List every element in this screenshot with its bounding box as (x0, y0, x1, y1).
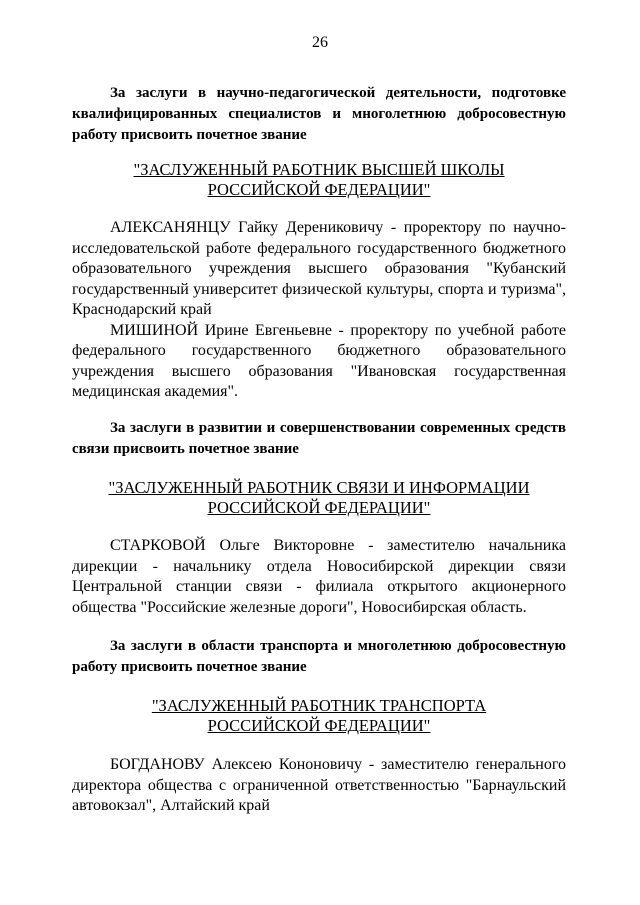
section-1-entry-2: МИШИНОЙ Ирине Евгеньевне - проректору по учебной работе федерального государственного бюджетного образовательного учреждения высшего образования "Ивановская государственная медицинская академия". (72, 321, 566, 400)
section-1-entries (72, 218, 566, 403)
section-2-title-line-1: "ЗАСЛУЖЕННЫЙ РАБОТНИК СВЯЗИ И ИНФОРМАЦИИ (108, 478, 530, 497)
section-3-title-line-1: "ЗАСЛУЖЕННЫЙ РАБОТНИК ТРАНСПОРТА (151, 696, 487, 715)
section-3-title-line-2: РОССИЙСКОЙ ФЕДЕРАЦИИ" (207, 716, 431, 735)
section-1-title-line-2: РОССИЙСКОЙ ФЕДЕРАЦИИ" (207, 180, 431, 199)
page-number: 26 (312, 34, 328, 51)
section-1-lead: За заслуги в научно-педагогической деятельности, подготовке квалифицированных специалистов и многолетнюю добросовестную работу присвоить почетное звание (72, 85, 566, 143)
section-1-entry-1: АЛЕКСАНЯНЦУ Гайку Дерениковичу - проректору по научно-исследовательской работе федерального государственного бюджетного образовательного учреждения высшего образования "Кубанский государственный университет физической культуры, спорта и туризма", Краснодарский край (72, 219, 566, 318)
section-1-title (72, 160, 566, 200)
section-2-title-line-2: РОССИЙСКОЙ ФЕДЕРАЦИИ" (207, 498, 431, 517)
section-2-entries (72, 536, 566, 618)
section-1-title-line-1: "ЗАСЛУЖЕННЫЙ РАБОТНИК ВЫСШЕЙ ШКОЛЫ (133, 160, 505, 179)
section-3-entry-1: БОГДАНОВУ Алексею Кононовичу - заместителю генерального директора общества с ограниченной ответственностью "Барнаульский автовокзал", Алтайский край (72, 756, 566, 814)
section-3-entries (72, 755, 566, 817)
section-2-title (72, 478, 566, 518)
section-3-title (72, 696, 566, 736)
section-3-lead: За заслуги в области транспорта и многолетнюю добросовестную работу присвоить почетное звание (72, 638, 566, 675)
section-2-entry-1: СТАРКОВОЙ Ольге Викторовне - заместителю начальника дирекции - начальнику отдела Новосибирской дирекции связи Центральной станции связи - филиала открытого акционерного общества "Российские железные дороги", Новосибирская область. (72, 537, 566, 616)
section-2-lead: За заслуги в развитии и совершенствовании современных средств связи присвоить почетное звание (72, 420, 566, 457)
